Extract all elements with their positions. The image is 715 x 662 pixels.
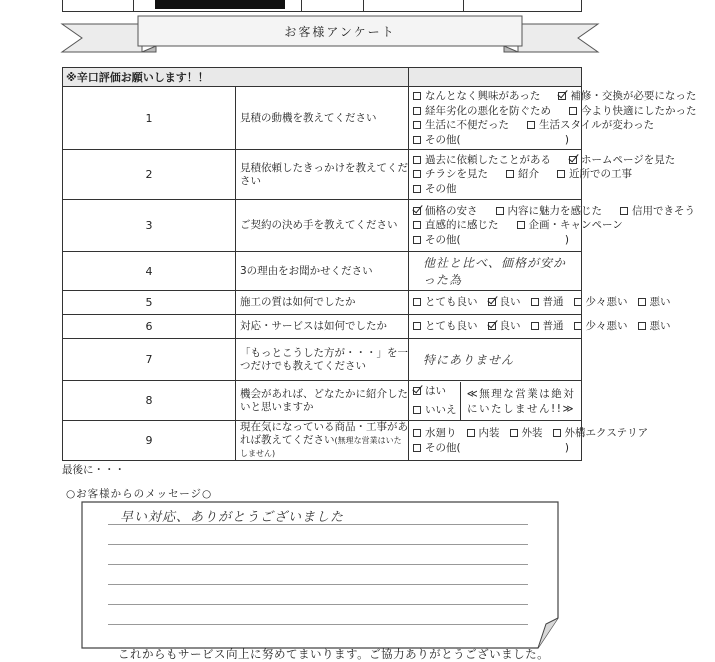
checkbox[interactable]: [413, 185, 421, 193]
message-sheet: [80, 500, 560, 650]
question-label: 施工の質は如何でしたか: [240, 296, 356, 308]
checkbox-option[interactable]: [413, 401, 457, 420]
checkbox-option[interactable]: [510, 426, 543, 441]
checkbox-option[interactable]: [620, 204, 695, 219]
question-row: [63, 150, 582, 200]
checkbox-option[interactable]: [413, 441, 461, 456]
option-label: その他(: [425, 133, 461, 146]
option-line: [413, 441, 577, 456]
checkbox-option[interactable]: [574, 319, 628, 334]
option-label: なんとなく興味があった: [425, 90, 541, 102]
question-number: 5: [63, 291, 236, 315]
checkbox-option[interactable]: [569, 104, 697, 119]
option-line: [413, 182, 577, 197]
option-label: その他(: [425, 233, 461, 246]
ruled-line: [108, 584, 528, 585]
message-label: ○お客様からのメッセージ○: [66, 488, 213, 500]
checkbox-checked[interactable]: [558, 92, 566, 100]
previous-table-edge: [62, 0, 582, 12]
checkbox[interactable]: [413, 298, 421, 306]
checkbox[interactable]: [413, 322, 421, 330]
checkbox-option[interactable]: [467, 426, 500, 441]
checkbox-option[interactable]: [413, 382, 446, 401]
checkbox-option[interactable]: [413, 319, 478, 334]
option-line: [413, 133, 577, 148]
checkbox-checked[interactable]: [488, 322, 496, 330]
option-line: [413, 426, 649, 441]
checkbox[interactable]: [557, 170, 565, 178]
answer-cell: [409, 421, 649, 461]
question-number: 4: [63, 252, 236, 291]
option-label: 近所での工事: [569, 168, 632, 181]
ruled-line: [108, 524, 528, 525]
option-label: 価格の安さ: [425, 204, 478, 217]
option-label: 外構エクステリア: [564, 427, 649, 439]
answer-cell: [409, 150, 676, 200]
handwritten-answer: 他社と比べ、価格が安かった為: [423, 256, 567, 287]
checkbox[interactable]: [531, 322, 539, 330]
option-line: [413, 233, 577, 248]
no-pushy-sales-note: ≪無理な営業は絶対にいたしません!!≫: [466, 387, 576, 415]
question-row: [63, 315, 582, 339]
option-label: 生活に不便だった: [425, 119, 509, 131]
title-ribbon: [60, 14, 600, 60]
option-line: [413, 218, 623, 233]
checkbox[interactable]: [413, 92, 421, 100]
checkbox[interactable]: [413, 221, 421, 229]
lastly-label: 最後に・・・: [62, 464, 125, 476]
question-text: [236, 291, 409, 315]
checkbox-option[interactable]: [488, 295, 521, 310]
question-text: [236, 421, 409, 461]
checkbox[interactable]: [467, 429, 475, 437]
question-row: [63, 87, 582, 150]
checkbox[interactable]: [638, 298, 646, 306]
checkbox-option[interactable]: [557, 167, 632, 182]
option-label: ホームページを見た: [581, 153, 676, 166]
option-line: [413, 382, 460, 401]
option-label: 悪い: [649, 320, 671, 333]
option-label: 普通: [542, 320, 564, 333]
question-number: 7: [63, 339, 236, 381]
checkbox-option[interactable]: [413, 295, 478, 310]
checkbox[interactable]: [413, 121, 421, 129]
option-label: 水廻り: [425, 427, 457, 439]
question-number: 8: [63, 381, 236, 421]
ruled-line: [108, 624, 528, 625]
question-row: [63, 421, 582, 461]
question-text: [236, 381, 409, 421]
answer-cell: [409, 87, 697, 150]
paren-close: ): [564, 233, 569, 246]
option-line: [413, 204, 695, 219]
option-label: はい: [425, 384, 446, 397]
question-number: 9: [63, 421, 236, 461]
answer-cell: [409, 252, 582, 291]
checkbox-option[interactable]: [638, 319, 671, 334]
handwritten-answer: 特にありません: [423, 353, 515, 367]
checkbox-checked[interactable]: [569, 156, 577, 164]
option-label: 企画・キャンペーン: [528, 219, 623, 232]
option-label: チラシを見た: [425, 168, 488, 181]
checkbox[interactable]: [413, 406, 421, 414]
option-line: [413, 104, 697, 119]
option-label: とても良い: [425, 320, 478, 333]
option-label: 良い: [499, 296, 521, 309]
option-label: 過去に依頼したことがある: [425, 153, 551, 166]
ruled-line: [108, 604, 528, 605]
checkbox-option[interactable]: [574, 295, 628, 310]
option-label: 内装: [478, 427, 500, 439]
checkbox[interactable]: [527, 121, 535, 129]
question-number: 1: [63, 87, 236, 150]
checkbox[interactable]: [574, 298, 582, 306]
checkbox[interactable]: [413, 107, 421, 115]
option-label: 少々悪い: [585, 320, 628, 333]
option-line: [413, 153, 676, 168]
question-row: [63, 381, 582, 421]
message-text: 早い対応、ありがとうございました: [120, 510, 345, 525]
question-text: [236, 315, 409, 339]
checkbox-option[interactable]: [413, 89, 540, 104]
checkbox[interactable]: [413, 444, 421, 452]
question-text: [236, 339, 409, 381]
option-label: 内容に魅力を感じた: [507, 204, 602, 217]
option-label: 悪い: [649, 296, 671, 309]
option-label: 紹介: [518, 168, 539, 181]
checkbox[interactable]: [413, 170, 421, 178]
checkbox[interactable]: [553, 429, 561, 437]
checkbox[interactable]: [620, 207, 628, 215]
question-text: [236, 87, 409, 150]
checkbox[interactable]: [413, 136, 421, 144]
option-line: [413, 118, 655, 133]
question-label: 見積の動機を教えてください: [240, 111, 377, 124]
checkbox[interactable]: [413, 429, 421, 437]
option-line: [413, 167, 632, 182]
checkbox[interactable]: [569, 107, 577, 115]
question-label: 3の理由をお聞かせください: [240, 264, 373, 277]
checkbox-option[interactable]: [413, 426, 457, 441]
question-label: ご契約の決め手を教えてください: [240, 219, 398, 231]
answer-cell: [409, 200, 695, 252]
table-header: ※辛口評価お願いします！！: [63, 68, 409, 87]
checkbox-option[interactable]: [413, 133, 461, 148]
checkbox-option[interactable]: [488, 319, 521, 334]
checkbox[interactable]: [413, 156, 421, 164]
question-text: [236, 200, 409, 252]
answer-cell: [409, 315, 671, 339]
question-note: (無理な営業はいたしません): [240, 436, 402, 458]
question-row: [63, 339, 582, 381]
question-number: 6: [63, 315, 236, 339]
checkbox-option[interactable]: [531, 295, 564, 310]
checkbox[interactable]: [413, 236, 421, 244]
option-label: 直感的に感じた: [425, 219, 499, 232]
question-number: 2: [63, 150, 236, 200]
footer-text: これからもサービス向上に努めてまいります。ご協力ありがとうございました。: [118, 647, 550, 661]
question-number: 3: [63, 200, 236, 252]
option-line: [413, 401, 460, 420]
answer-cell: [409, 291, 671, 315]
checkbox-option[interactable]: [413, 118, 509, 133]
ruled-line: [108, 564, 528, 565]
redacted-block: [155, 0, 285, 9]
question-label: 見積依頼したきっかけを教えてください: [240, 161, 408, 187]
option-label: 信用できそう: [632, 204, 695, 217]
option-label: いいえ: [425, 403, 457, 416]
ruled-line: [108, 544, 528, 545]
question-label: 対応・サービスは如何でしたか: [240, 320, 387, 332]
checkbox-option[interactable]: [413, 153, 551, 168]
checkbox-option[interactable]: [506, 167, 539, 182]
option-label: 今より快適にしたかった: [581, 104, 697, 117]
option-label: 少々悪い: [585, 296, 628, 309]
question-row: [63, 291, 582, 315]
option-label: とても良い: [425, 296, 478, 309]
checkbox-option[interactable]: [413, 167, 488, 182]
checkbox-option[interactable]: [638, 295, 671, 310]
checkbox-option[interactable]: [569, 153, 675, 168]
referral-answer: [409, 382, 581, 420]
checkbox[interactable]: [496, 207, 504, 215]
survey-table: [62, 67, 697, 461]
option-line: [413, 89, 697, 104]
question-row: [63, 252, 582, 291]
answer-cell: [409, 339, 582, 381]
checkbox[interactable]: [574, 322, 582, 330]
question-row: [63, 200, 582, 252]
answer-cell: [409, 381, 582, 421]
option-label: 普通: [542, 296, 564, 309]
option-label: その他: [425, 182, 457, 195]
question-label: 機会があれば、どなたかに紹介したいと思いますか: [240, 387, 408, 413]
question-text: [236, 150, 409, 200]
page-title: お客様アンケート: [284, 25, 396, 39]
checkbox[interactable]: [510, 429, 518, 437]
checkbox-checked[interactable]: [413, 207, 421, 215]
question-label: 現在気になっている商品・工事があれば教えてください: [240, 421, 408, 446]
checkbox[interactable]: [517, 221, 525, 229]
checkbox-option[interactable]: [413, 182, 457, 197]
checkbox-option[interactable]: [496, 204, 603, 219]
checkbox-option[interactable]: [413, 218, 499, 233]
checkbox-option[interactable]: [517, 218, 623, 233]
option-label: 外装: [521, 427, 543, 439]
option-label: その他(: [425, 441, 461, 454]
option-label: 生活スタイルが変わった: [539, 119, 655, 131]
option-line: [413, 295, 671, 310]
option-line: [413, 319, 671, 334]
paren-close: ): [564, 133, 569, 146]
option-label: 良い: [499, 320, 521, 333]
checkbox-option[interactable]: [413, 104, 551, 119]
checkbox-option[interactable]: [527, 118, 654, 133]
checkbox-option[interactable]: [413, 204, 478, 219]
checkbox[interactable]: [531, 298, 539, 306]
checkbox-option[interactable]: [413, 233, 461, 248]
option-label: 補修・交換が必要になった: [570, 90, 697, 102]
checkbox-checked[interactable]: [488, 298, 496, 306]
checkbox-option[interactable]: [553, 426, 649, 441]
checkbox-option[interactable]: [558, 89, 696, 104]
paren-close: ): [564, 441, 569, 454]
checkbox[interactable]: [506, 170, 514, 178]
question-text: [236, 252, 409, 291]
question-label: 「もっとこうした方が・・・」を一つだけでも教えてください: [240, 346, 408, 372]
option-label: 経年劣化の悪化を防ぐため: [425, 104, 551, 117]
checkbox[interactable]: [638, 322, 646, 330]
checkbox-option[interactable]: [531, 319, 564, 334]
checkbox-checked[interactable]: [413, 387, 421, 395]
